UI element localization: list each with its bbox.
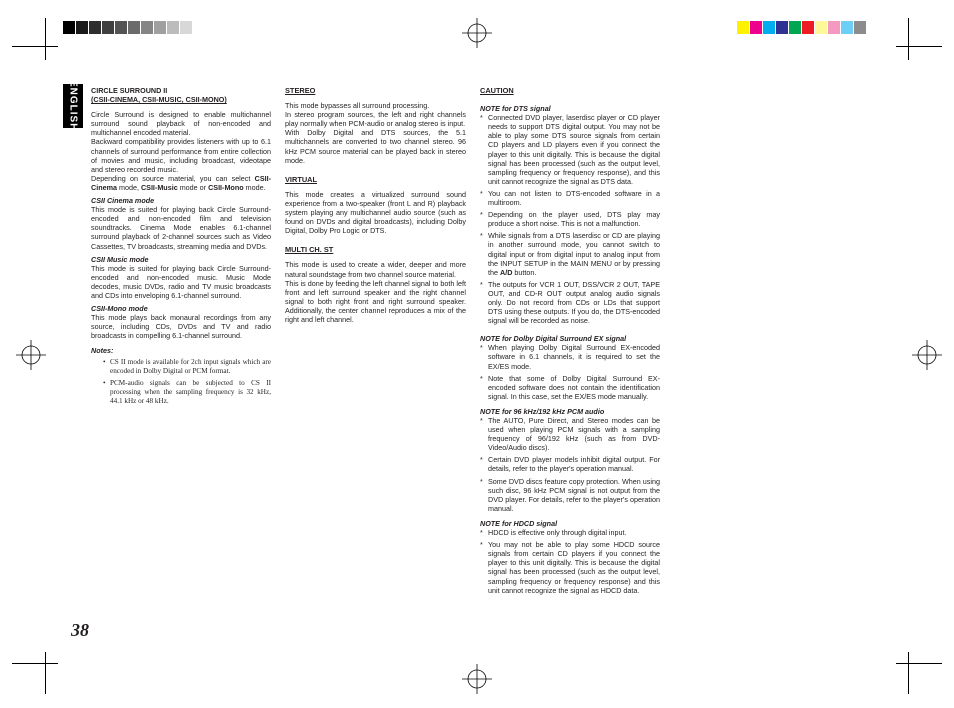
stereo-heading: STEREO [285,86,316,95]
intro-text: Circle Surround is designed to enable multichannel surround sound playback of non-encoded and multichannel encoded material. [91,110,271,138]
gray-swatch [154,21,167,34]
select-text: Depending on source material, you can select CSII-Cinema mode, CSII-Music mode or CSII-Mono mode. [91,173,271,192]
multi-ch-text-1: This mode is used to create a wider, deeper and more natural soundstage from two channel source material. [285,260,466,279]
list-item: * You may not be able to play some HDCD source signals from certain CD players if you connect the player to this unit digitally. This is because the digital signal has been processed (such as the output level, sampling frequency or frequency response) and this unit cannot recognize the signal as HDCD data. [480,540,660,595]
virtual-text: This mode creates a virtualized surround sound experience from a two-speaker (front L and R) playback system playing any multichannel audio source (such as found on DVDs and digital broadcasts), including Dolby Digital, Dolby Pro Logic or DTS. [285,189,466,236]
crop-mark-bottom-left-v [45,652,46,694]
crop-mark-top-left-h [12,46,58,47]
column-caution [480,86,660,598]
list-item: * When playing Dolby Digital Surround EX-encoded software in 6.1 channels, it is required to set the EX/ES mode. [480,343,660,370]
color-swatch [763,21,776,34]
crop-mark-bottom-left-h [12,663,58,664]
list-item: * The AUTO, Pure Direct, and Stereo modes can be used when playing PCM signals with a sampling frequency of 96/192 kHz (such as from DVD-Video/Audio discs). [480,416,660,452]
color-swatch [802,21,815,34]
crop-mark-top-left-v [45,18,46,60]
color-calibration-bar [737,21,867,34]
notes-list [91,358,271,406]
gray-swatch [89,21,102,34]
color-swatch [789,21,802,34]
gray-swatch [76,21,89,34]
column-stereo-modes [285,86,466,324]
pcm-note-title: NOTE for 96 kHz/192 kHz PCM audio [480,406,605,416]
page-number: 38 [71,620,89,640]
color-swatch [854,21,867,34]
language-tab-label: ENGLISH [67,80,79,132]
list-item: * Connected DVD player, laserdisc player or CD player needs to support DTS digital output. You may not be able to play some DTS source signals from certain CD players and LD players even if you connect the player to this unit digitally. This is because the digital signal has been processed (such as the output level, sampling frequency or frequency response), and this unit cannot recognize the signal as DTS data. [480,113,660,186]
list-item: * You can not listen to DTS-encoded software in a multiroom. [480,189,660,207]
column-circle-surround [91,86,271,409]
color-swatch [828,21,841,34]
gray-swatch [102,21,115,34]
hdcd-note-list [480,528,660,595]
crop-mark-bottom-right-v [908,652,909,694]
music-mode-text: This mode is suited for playing back Circle Surround-encoded and non-encoded music. Music Mode decodes, music DVDs, radio and TV music broadcasts and CDs into enveloping 6.1-channel surround. [91,263,271,300]
mono-mode-text: This mode plays back monaural recordings from any source, including CDs, DVDs and TV and radio broadcasts in compelling 6.1-channel surround. [91,313,271,341]
list-item: * Note that some of Dolby Digital Surround EX-encoded software does not contain the identification signal. In this case, set the EX/ES mode manually. [480,374,660,401]
color-swatch [841,21,854,34]
color-swatch [750,21,763,34]
list-item: • CS II mode is available for 2ch input signals which are encoded in Dolby Digital or PCM format. [91,358,271,376]
music-mode-title: CSII Music mode [91,254,149,264]
color-swatch [737,21,750,34]
cinema-mode-text: This mode is suited for playing back Circle Surround-encoded and non-encoded film and television soundtracks. Cinema Mode enables 6.1-channel surround playback of 2-channel sources such as Video Cassettes, TV broadcasts, streaming media and DVDs. [91,205,271,251]
virtual-heading: VIRTUAL [285,174,318,184]
caution-heading: CAUTION [480,86,514,95]
dts-note-title: NOTE for DTS signal [480,104,551,114]
stereo-text-3: With Dolby Digital and DTS sources, the 5.1 multichannels are converted to two channel stereo. 96 kHz PCM source material can be played back in stereo mode. [285,128,466,165]
color-swatch [815,21,828,34]
section-heading-circle-surround [91,86,271,104]
color-swatch [776,21,789,34]
stereo-text-1: This mode bypasses all surround processing. [285,101,430,111]
list-item: * HDCD is effective only through digital input. [480,528,660,537]
multi-ch-text-2: This is done by feeding the left channel signal to both left front and left surround speaker and the right channel signal to both right front and right surround speaker. Additionally, the center channel reproduces a mix of the right and left channel. [285,278,467,324]
multi-ch-heading: MULTI CH. ST [285,245,334,255]
gray-swatch [141,21,154,34]
list-item: • PCM-audio signals can be subjected to CS II processing when the sampling frequency is 32 kHz, 44.1 kHz or 48 kHz. [91,379,271,406]
list-item: * While signals from a DTS laserdisc or CD are playing in another surround mode, you cannot switch to digital input or from digital input to analog input from the INPUT SETUP in the MAIN MENU or by pressing the A/D button. [480,231,660,276]
compat-text: Backward compatibility provides listeners with up to 6.1 channels of surround performance from entire collection of movies and music, including broadcast, videotape and stereo recorded music. [91,137,271,174]
mono-mode-title: CSII-Mono mode [91,304,148,314]
pcm-note-list [480,416,660,513]
cinema-mode-title: CSII Cinema mode [91,196,155,206]
list-item: * Certain DVD player models inhibit digital output. For details, refer to the player's operation manual. [480,455,660,473]
crop-mark-bottom-right-h [896,663,942,664]
crop-mark-top-right-v [908,18,909,60]
heading-line2: (CSII-CINEMA, CSII-MUSIC, CSII-MONO) [91,95,227,105]
registration-target-right [912,340,942,370]
gray-swatch [167,21,180,34]
registration-target-bottom [462,664,492,694]
gray-swatch [128,21,141,34]
gray-swatch [115,21,128,34]
ex-note-title: NOTE for Dolby Digital Surround EX signal [480,334,627,344]
crop-mark-top-right-h [896,46,942,47]
list-item: * The outputs for VCR 1 OUT, DSS/VCR 2 OUT, TAPE OUT, and CD-R OUT output analog audio signals only. Do not record from CDs or LDs that support DTS using these outputs. If you do, the DTS-encoded signal will be recorded as noise. [480,280,660,325]
gray-swatch [63,21,76,34]
ex-note-list [480,343,660,401]
heading-line1: CIRCLE SURROUND II [91,86,168,95]
registration-target-top [462,18,492,48]
list-item: * Some DVD discs feature copy protection. When using such disc, 96 kHz PCM signal is not output from the DVD player. For details, refer to the player's operation manual. [480,477,660,513]
gray-swatch [180,21,193,34]
stereo-text-2: In stereo program sources, the left and right channels play normally when PCM-audio or analog stereo is input. [285,110,466,129]
list-item: * Depending on the player used, DTS play may produce a short noise. This is not a malfunction. [480,210,660,228]
dts-note-list [480,113,660,325]
language-tab [63,80,83,132]
notes-title: Notes: [91,346,114,356]
hdcd-note-title: NOTE for HDCD signal [480,518,558,528]
registration-target-left [16,340,46,370]
gray-calibration-bar [63,21,193,34]
